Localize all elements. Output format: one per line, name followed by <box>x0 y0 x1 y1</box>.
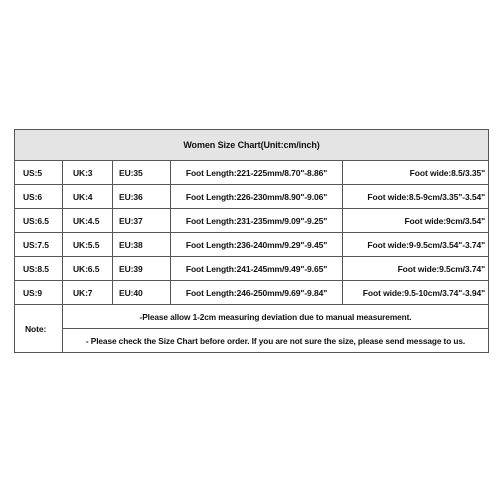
foot-wide-cell: Foot wide:8.5-9cm/3.35"-3.54" <box>343 185 489 209</box>
note-line: -Please allow 1-2cm measuring deviation due to manual measurement. <box>63 305 489 329</box>
size-chart-title-row <box>15 130 489 161</box>
us-size-cell: US:9 <box>15 281 63 305</box>
foot-length-cell: Foot Length:226-230mm/8.90"-9.06" <box>171 185 343 209</box>
foot-wide-cell: Foot wide:8.5/3.35" <box>343 161 489 185</box>
us-size-cell: US:6.5 <box>15 209 63 233</box>
uk-size-cell: UK:5.5 <box>63 233 113 257</box>
foot-length-cell: Foot Length:236-240mm/9.29"-9.45" <box>171 233 343 257</box>
size-chart-table <box>14 129 489 353</box>
size-row <box>15 281 489 305</box>
size-row <box>15 233 489 257</box>
eu-size-cell: EU:40 <box>113 281 171 305</box>
note-row <box>15 329 489 353</box>
us-size-cell: US:5 <box>15 161 63 185</box>
eu-size-cell: EU:38 <box>113 233 171 257</box>
us-size-cell: US:6 <box>15 185 63 209</box>
foot-length-cell: Foot Length:246-250mm/9.69"-9.84" <box>171 281 343 305</box>
us-size-cell: US:8.5 <box>15 257 63 281</box>
uk-size-cell: UK:4 <box>63 185 113 209</box>
uk-size-cell: UK:4.5 <box>63 209 113 233</box>
foot-wide-cell: Foot wide:9cm/3.54" <box>343 209 489 233</box>
foot-length-cell: Foot Length:221-225mm/8.70"-8.86" <box>171 161 343 185</box>
uk-size-cell: UK:7 <box>63 281 113 305</box>
eu-size-cell: EU:37 <box>113 209 171 233</box>
foot-length-cell: Foot Length:231-235mm/9.09"-9.25" <box>171 209 343 233</box>
foot-wide-cell: Foot wide:9-9.5cm/3.54"-3.74" <box>343 233 489 257</box>
eu-size-cell: EU:35 <box>113 161 171 185</box>
foot-wide-cell: Foot wide:9.5-10cm/3.74"-3.94" <box>343 281 489 305</box>
note-line: - Please check the Size Chart before order. If you are not sure the size, please send message to us. <box>63 329 489 353</box>
size-chart-title: Women Size Chart(Unit:cm/inch) <box>15 130 489 161</box>
eu-size-cell: EU:39 <box>113 257 171 281</box>
note-row <box>15 305 489 329</box>
note-label: Note: <box>15 305 63 353</box>
foot-length-cell: Foot Length:241-245mm/9.49"-9.65" <box>171 257 343 281</box>
uk-size-cell: UK:6.5 <box>63 257 113 281</box>
size-row <box>15 209 489 233</box>
size-row <box>15 257 489 281</box>
size-row <box>15 161 489 185</box>
uk-size-cell: UK:3 <box>63 161 113 185</box>
foot-wide-cell: Foot wide:9.5cm/3.74" <box>343 257 489 281</box>
size-row <box>15 185 489 209</box>
us-size-cell: US:7.5 <box>15 233 63 257</box>
eu-size-cell: EU:36 <box>113 185 171 209</box>
